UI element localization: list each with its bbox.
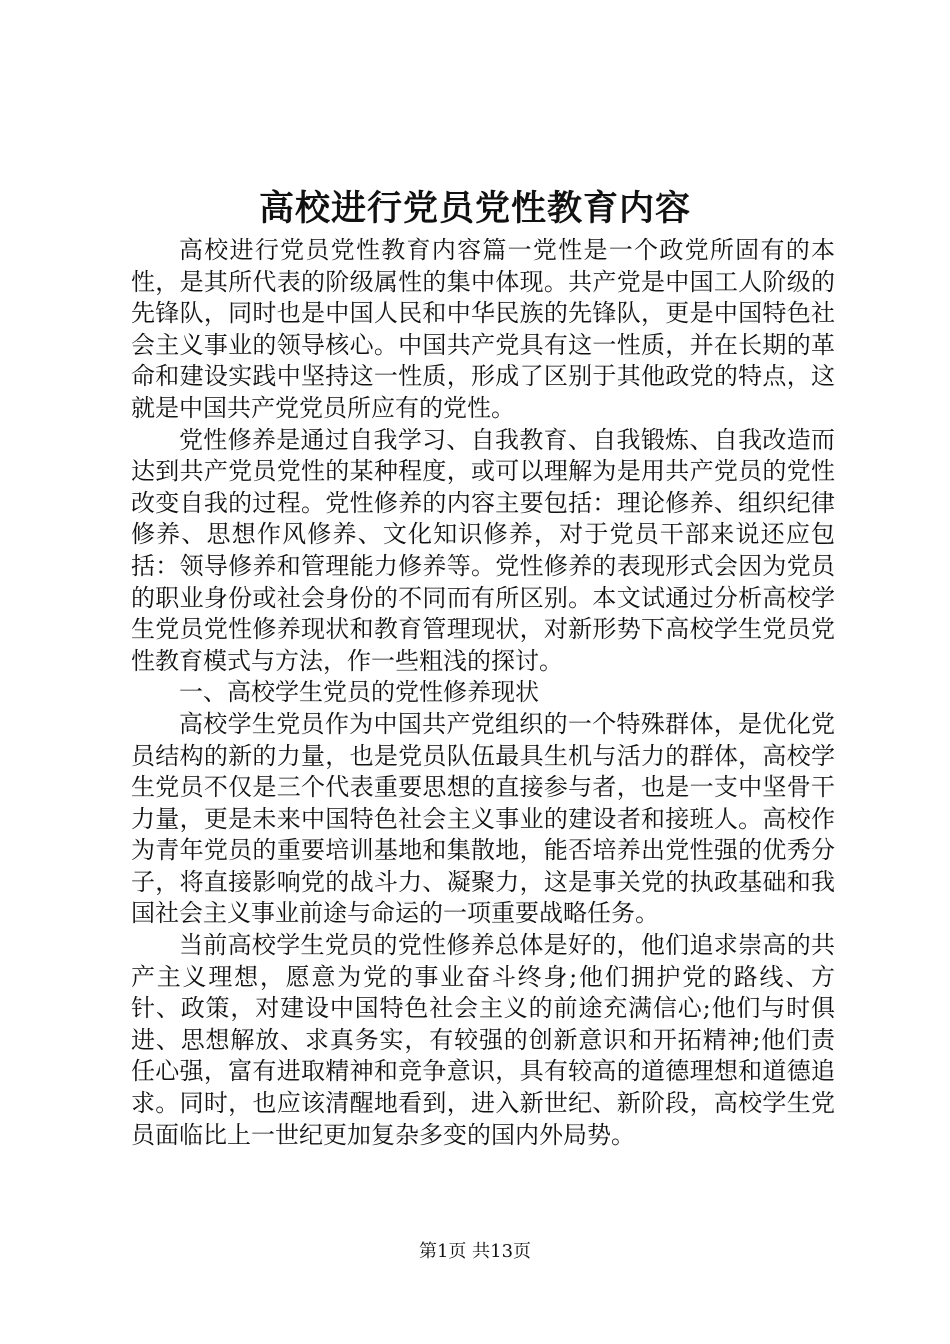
paragraph-student-members: 高校学生党员作为中国共产党组织的一个特殊群体，是优化党员结构的新的力量，也是党员队伍最具生机与活力的群体，高校学生党员不仅是三个代表重要思想的直接参与者，也是一支中坚骨干力量，更是未来中国特色社会主义事业的建设者和接班人。高校作为青年党员的重要培训基地和集散地，能否培养出党性强的优秀分子，将直接影响党的战斗力、凝聚力，这是事关党的执政基础和我国社会主义事业前途与命运的一项重要战略任务。 xyxy=(131,709,835,928)
section-heading: 一、高校学生党员的党性修养现状 xyxy=(179,678,539,707)
paragraph-intro: 高校进行党员党性教育内容篇一党性是一个政党所固有的本性，是其所代表的阶级属性的集中体现。共产党是中国工人阶级的先锋队，同时也是中国人民和中华民族的先锋队，更是中国特色社会主义事业的领导核心。中国共产党具有这一性质，并在长期的革命和建设实践中坚持这一性质，形成了区别于其他政党的特点，这就是中国共产党党员所应有的党性。 xyxy=(131,236,835,422)
page-title: 高校进行党员党性教育内容 xyxy=(258,188,691,229)
page-footer: 第1页 共13页 xyxy=(418,1241,532,1262)
paragraph-party-cultivation: 党性修养是通过自我学习、自我教育、自我锻炼、自我改造而达到共产党员党性的某种程度，或可以理解为是用共产党员的党性改变自我的过程。党性修养的内容主要包括：理论修养、组织纪律修养、思想作风修养、文化知识修养，对于党员干部来说还应包括：领导修养和管理能力修养等。党性修养的表现形式会因为党员的职业身份或社会身份的不同而有所区别。本文试通过分析高校学生党员党性修养现状和教育管理现状，对新形势下高校学生党员党性教育模式与方法，作一些粗浅的探讨。 xyxy=(131,425,835,675)
paragraph-current-status: 当前高校学生党员的党性修养总体是好的，他们追求崇高的共产主义理想，愿意为党的事业奋斗终身;他们拥护党的路线、方针、政策，对建设中国特色社会主义的前途充满信心;他们与时俱进、思想解放、求真务实，有较强的创新意识和开拓精神;他们责任心强，富有进取精神和竞争意识，具有较高的道德理想和道德追求。同时，也应该清醒地看到，进入新世纪、新阶段，高校学生党员面临比上一世纪更加复杂多变的国内外局势。 xyxy=(131,931,835,1149)
document-body xyxy=(131,235,835,1151)
